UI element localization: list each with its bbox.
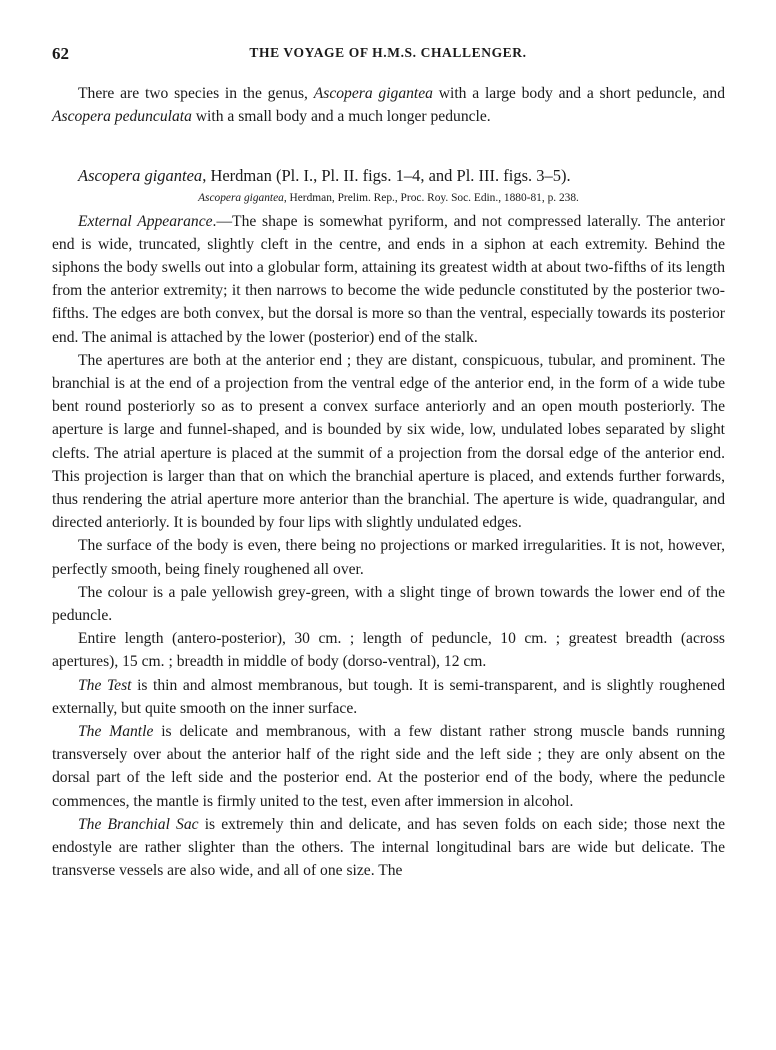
species-heading-citation: , Herdman (Pl. I., Pl. II. figs. 1–4, and Pl. III. figs. 3–5). (202, 166, 571, 186)
paragraph-mantle (52, 720, 725, 813)
synonymy-line (52, 189, 725, 207)
intro-text-1: There are two species in the genus, (78, 85, 314, 102)
intro-text-2: with a large body and a short peduncle, and (432, 85, 725, 102)
paragraph-test (52, 674, 725, 720)
paragraph-branchial-text: is extremely thin and delicate, and has seven folds on each side; those next the endostyle are rather slighter than the others. The internal longitudinal bars are wide but delicate. The transverse vessels are also wide, and all of one size. The (52, 815, 725, 880)
page-number: 62 (52, 44, 69, 63)
paragraph-external-text: .—The shape is somewhat pyriform, and not compressed laterally. The anterior end is wide, truncated, slightly cleft in the centre, and ends in a siphon at each extremity. Behind the siphons the body swells out into a globular form, attaining its greatest width at about two-fifths of its length from the anterior extremity; it then narrows to become the wide peduncle constituted by the posterior two-fifths. The edges are both convex, but the dorsal is more so than the ventral, especially towards its posterior end. The animal is attached by the lower (posterior) end of the stalk. (52, 212, 726, 346)
page-header (52, 44, 724, 68)
paragraph-external-appearance (52, 210, 725, 349)
species-name-pedunculata: Ascopera pedunculata (52, 108, 192, 126)
paragraph-branchial-sac (52, 813, 725, 883)
paragraph-measurements: Entire length (antero-posterior), 30 cm. ; length of peduncle, 10 cm. ; greatest breadth (across apertures), 15 cm. ; breadth in middle of body (dorso-ventral), 12 cm. (52, 630, 725, 671)
species-name-gigantea: Ascopera gigantea (313, 85, 433, 102)
paragraph-mantle-text: is delicate and membranous, with a few distant rather strong muscle bands running transversely over about the anterior half of the right side and the left side ; they are only absent on the dorsal part of the left side and the posterior end. At the posterior end of the body, where the peduncle commences, the mantle is firmly united to the test, even after immersion in alcohol. (52, 723, 725, 810)
species-heading-name: Ascopera gigantea (78, 166, 203, 186)
paragraph-apertures: The apertures are both at the anterior end ; they are distant, conspicuous, tubular, and prominent. The branchial is at the end of a projection from the ventral edge of the anterior end, in the form of a wide tube bent round posteriorly so as to present a convex surface anteriorly and an open mouth posteriorly. The aperture is large and funnel-shaped, and is bounded by six wide, low, undulated lobes separated by slight clefts. The atrial aperture is placed at the summit of a projection from the dorsal edge of the anterior end. This projection is larger than that on which the branchial aperture is placed, and extends further forwards, thus rendering the atrial aperture more anterior than the branchial. The aperture is wide, quadrangular, and directed anteriorly. It is bounded by four lips with slightly undulated edges. (52, 351, 725, 532)
section-title-branchial-sac: The Branchial Sac (78, 815, 199, 833)
intro-text-3: with a small body and a much longer peduncle. (191, 108, 491, 126)
section-title-mantle: The Mantle (78, 723, 154, 741)
paragraph-colour: The colour is a pale yellowish grey-green, with a slight tinge of brown towards the lower end of the peduncle. (52, 583, 725, 625)
body-text (52, 82, 725, 883)
paragraph-test-text: is thin and almost membranous, but tough. It is semi-transparent, and is slightly roughened externally, but quite smooth on the inner surface. (52, 676, 726, 717)
section-title-test: The Test (78, 676, 132, 694)
intro-paragraph (52, 82, 725, 128)
synonymy-name: Ascopera gigantea (198, 191, 284, 204)
paragraph-surface: The surface of the body is even, there being no projections or marked irregularities. It is not, however, perfectly smooth, being finely roughened all over. (52, 537, 725, 578)
running-head: THE VOYAGE OF H.M.S. CHALLENGER. (249, 45, 527, 60)
section-title-external-appearance: External Appearance (78, 212, 213, 230)
species-heading (52, 164, 725, 187)
synonymy-citation: , Herdman, Prelim. Rep., Proc. Roy. Soc. Edin., 1880-81, p. 238. (283, 191, 579, 204)
